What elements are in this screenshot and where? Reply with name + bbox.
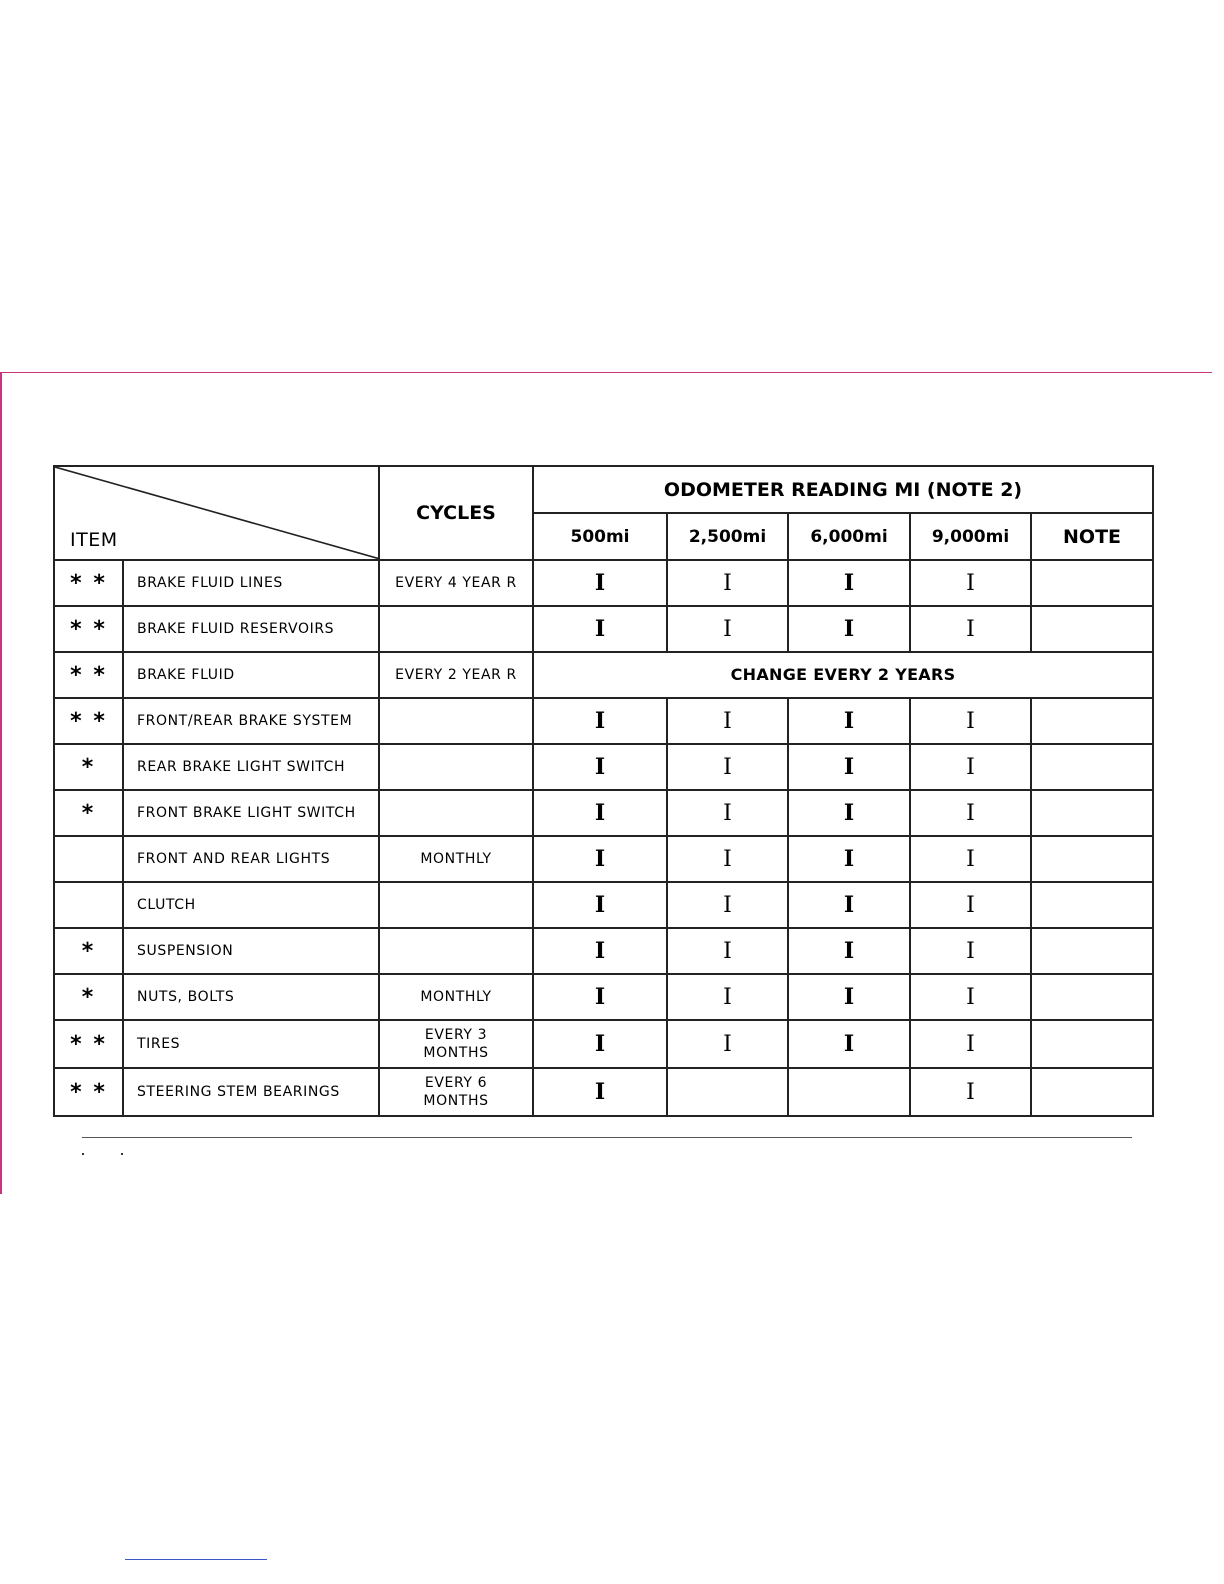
inspect-mark: I (533, 790, 667, 836)
inspect-mark: I (667, 606, 788, 652)
item-header-cell (54, 466, 379, 560)
note-cell (1031, 1020, 1153, 1068)
odometer-col-500: 500mi (533, 513, 667, 560)
header-row (54, 466, 1153, 513)
item-name: REAR BRAKE LIGHT SWITCH (123, 744, 379, 790)
priority-mark: * * (54, 1068, 123, 1116)
bottom-link-rule (125, 1559, 267, 1560)
odometer-header: ODOMETER READING MI (NOTE 2) (663, 478, 1023, 501)
inspect-mark: I (788, 560, 910, 606)
cycle-cell (379, 698, 533, 744)
inspect-mark: I (533, 882, 667, 928)
cycle-cell (379, 882, 533, 928)
cycle-cell: EVERY 2 YEAR R (379, 652, 533, 698)
inspect-mark: I (910, 974, 1031, 1020)
inspect-mark: I (788, 928, 910, 974)
odometer-col-9000: 9,000mi (910, 513, 1031, 560)
inspect-mark (788, 1068, 910, 1116)
priority-mark: * (54, 744, 123, 790)
cycle-cell: EVERY 4 YEAR R (379, 560, 533, 606)
note-cell (1031, 698, 1153, 744)
priority-mark (54, 836, 123, 882)
table-row (54, 652, 1153, 698)
inspect-mark: I (533, 698, 667, 744)
table-row (54, 790, 1153, 836)
footer-dot (82, 1153, 84, 1155)
item-name: FRONT/REAR BRAKE SYSTEM (123, 698, 379, 744)
inspect-mark: I (788, 698, 910, 744)
cycle-cell: EVERY 3 MONTHS (379, 1020, 533, 1068)
item-name: TIRES (123, 1020, 379, 1068)
inspect-mark: I (667, 928, 788, 974)
inspect-mark: I (533, 744, 667, 790)
item-name: SUSPENSION (123, 928, 379, 974)
inspect-mark: I (533, 606, 667, 652)
inspect-mark: I (910, 698, 1031, 744)
inspect-mark: I (788, 974, 910, 1020)
inspect-mark: I (910, 928, 1031, 974)
priority-mark: * (54, 790, 123, 836)
odometer-col-2500: 2,500mi (667, 513, 788, 560)
note-cell (1031, 974, 1153, 1020)
table-row (54, 698, 1153, 744)
note-cell (1031, 560, 1153, 606)
note-cell (1031, 836, 1153, 882)
inspect-mark: I (788, 836, 910, 882)
page-border-left (0, 372, 2, 1194)
item-name: BRAKE FLUID RESERVOIRS (123, 606, 379, 652)
inspect-mark: I (667, 974, 788, 1020)
odometer-col-6000: 6,000mi (788, 513, 910, 560)
inspect-mark: I (788, 1020, 910, 1068)
table-row (54, 882, 1153, 928)
inspect-mark: I (910, 882, 1031, 928)
cycles-header-cell (379, 466, 533, 560)
cycle-cell: MONTHLY (379, 974, 533, 1020)
item-name: CLUTCH (123, 882, 379, 928)
item-name: BRAKE FLUID LINES (123, 560, 379, 606)
table-row (54, 606, 1153, 652)
priority-mark: * * (54, 606, 123, 652)
table-row (54, 836, 1153, 882)
table-row (54, 1020, 1153, 1068)
inspect-mark: I (788, 790, 910, 836)
priority-mark: * * (54, 652, 123, 698)
priority-mark (54, 882, 123, 928)
inspect-mark: I (533, 560, 667, 606)
item-name: BRAKE FLUID (123, 652, 379, 698)
note-cell (1031, 606, 1153, 652)
inspect-mark: I (533, 928, 667, 974)
note-header: NOTE (1063, 525, 1122, 548)
inspect-mark: I (910, 790, 1031, 836)
table-row (54, 974, 1153, 1020)
inspect-mark: I (910, 606, 1031, 652)
item-name: FRONT BRAKE LIGHT SWITCH (123, 790, 379, 836)
cycle-cell (379, 606, 533, 652)
inspect-mark (667, 1068, 788, 1116)
footer-dot (121, 1153, 123, 1155)
inspect-mark: I (667, 560, 788, 606)
inspect-mark: I (667, 836, 788, 882)
note-cell (1031, 928, 1153, 974)
cycles-header: CYCLES (416, 502, 496, 524)
note-cell (1031, 882, 1153, 928)
inspect-mark: I (910, 560, 1031, 606)
inspect-mark: I (667, 698, 788, 744)
cycle-cell (379, 928, 533, 974)
cycle-cell (379, 744, 533, 790)
cycle-cell: EVERY 6 MONTHS (379, 1068, 533, 1116)
priority-mark: * * (54, 1020, 123, 1068)
maintenance-schedule-table (53, 465, 1154, 1117)
cycle-cell (379, 790, 533, 836)
inspect-mark: I (910, 1020, 1031, 1068)
item-name: NUTS, BOLTS (123, 974, 379, 1020)
inspect-mark: I (910, 1068, 1031, 1116)
inspect-mark: I (788, 744, 910, 790)
inspect-mark: I (533, 836, 667, 882)
table-row (54, 744, 1153, 790)
odometer-header-cell (533, 466, 1153, 513)
cycle-cell: MONTHLY (379, 836, 533, 882)
table-row (54, 1068, 1153, 1116)
note-header-cell (1031, 513, 1153, 560)
inspect-mark: I (788, 882, 910, 928)
inspect-mark: I (788, 606, 910, 652)
priority-mark: * (54, 928, 123, 974)
inspect-mark: I (533, 974, 667, 1020)
inspect-mark: I (667, 882, 788, 928)
inspect-mark: I (667, 744, 788, 790)
footer-rule (82, 1137, 1132, 1138)
inspect-mark: I (910, 836, 1031, 882)
priority-mark: * (54, 974, 123, 1020)
note-cell (1031, 1068, 1153, 1116)
change-interval-cell: CHANGE EVERY 2 YEARS (533, 652, 1153, 698)
inspect-mark: I (667, 790, 788, 836)
priority-mark: * * (54, 560, 123, 606)
note-cell (1031, 744, 1153, 790)
note-cell (1031, 790, 1153, 836)
item-name: STEERING STEM BEARINGS (123, 1068, 379, 1116)
inspect-mark: I (533, 1068, 667, 1116)
item-header: ITEM (70, 529, 118, 551)
inspect-mark: I (533, 1020, 667, 1068)
item-name: FRONT AND REAR LIGHTS (123, 836, 379, 882)
table-row (54, 928, 1153, 974)
priority-mark: * * (54, 698, 123, 744)
inspect-mark: I (910, 744, 1031, 790)
page-border-top (0, 372, 1212, 373)
table-row (54, 560, 1153, 606)
inspect-mark: I (667, 1020, 788, 1068)
